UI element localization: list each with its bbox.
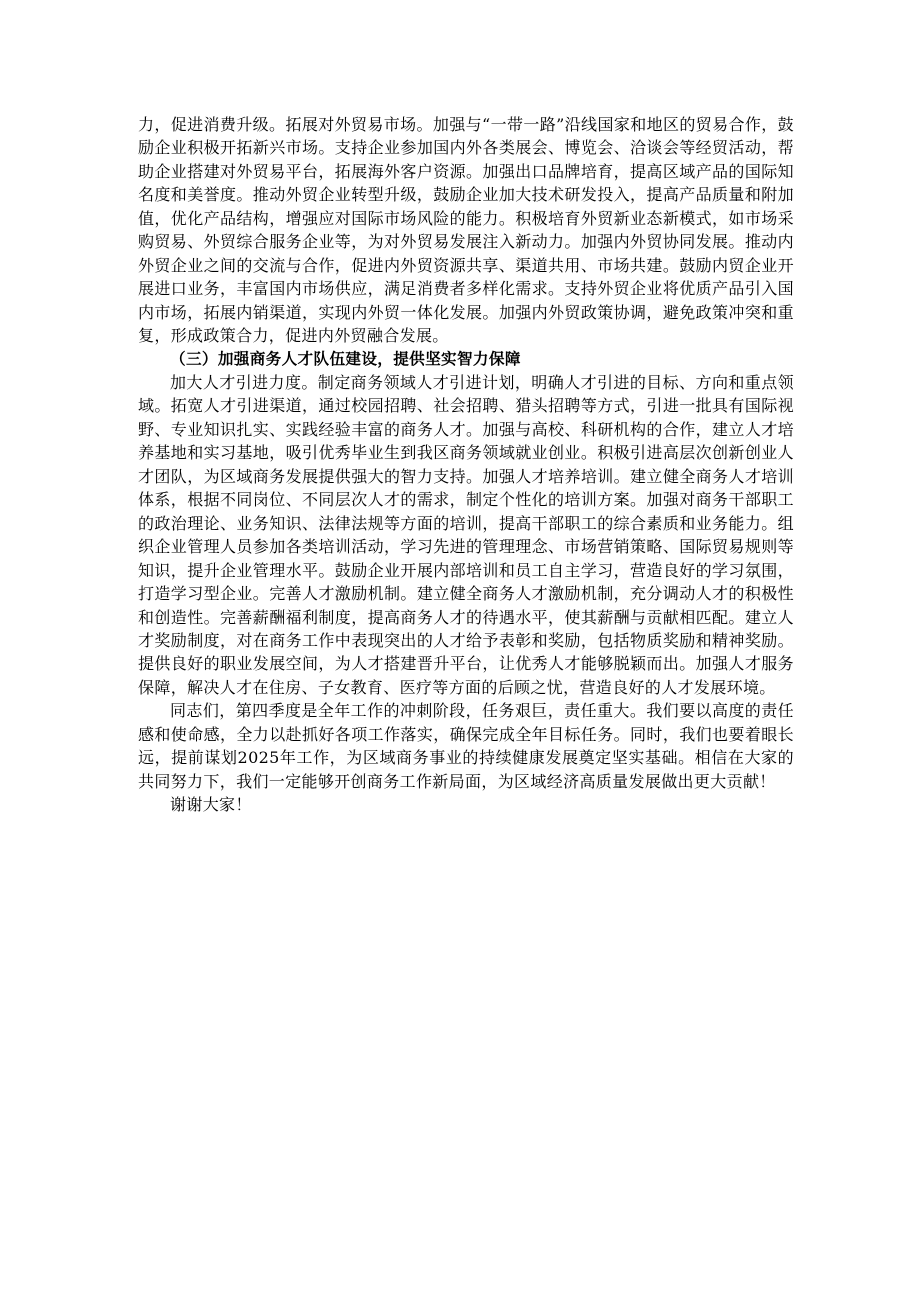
section-heading-talent: （三）加强商务人才队伍建设，提供坚实智力保障 [170, 349, 521, 368]
paragraph-thanks: 谢谢大家！ [170, 795, 252, 815]
paragraph-closing-remarks: 同志们，第四季度是全年工作的冲刺阶段，任务艰巨，责任重大。我们要以高度的责任感和使命感，全力以赴抓好各项工作落实，确保完成全年目标任务。同时，我们也要着眼长远，提前谋划2025年工作，为区域商务事业的持续健康发展奠定坚实基础。相信在大家的共同努力下，我们一定能够开创商务工作新局面，为区域经济高质量发展做出更大贡献！ [138, 701, 794, 791]
paragraph-trade-markets: 力，促进消费升级。拓展对外贸易市场。加强与“一带一路”沿线国家和地区的贸易合作，鼓励企业积极开拓新兴市场。支持企业参加国内外各类展会、博览会、洽谈会等经贸活动，帮助企业搭建对外贸易平台，拓展海外客户资源。加强出口品牌培育，提高区域产品的国际知名度和美誉度。推动外贸企业转型升级，鼓励企业加大技术研发投入，提高产品质量和附加值，优化产品结构，增强应对国际市场风险的能力。积极培育外贸新业态新模式，如市场采购贸易、外贸综合服务企业等，为对外贸易发展注入新动力。加强内外贸协同发展。推动内外贸企业之间的交流与合作，促进内外贸资源共享、渠道共用、市场共建。鼓励内贸企业开展进口业务，丰富国内市场供应，满足消费者多样化需求。支持外贸企业将优质产品引入国内市场，拓展内销渠道，实现内外贸一体化发展。加强内外贸政策协调，避免政策冲突和重复，形成政策合力，促进内外贸融合发展。 [138, 115, 794, 346]
paragraph-talent-building: 加大人才引进力度。制定商务领域人才引进计划，明确人才引进的目标、方向和重点领域。拓宽人才引进渠道，通过校园招聘、社会招聘、猎头招聘等方式，引进一批具有国际视野、专业知识扎实、实践经验丰富的商务人才。加强与高校、科研机构的合作，建立人才培养基地和实习基地，吸引优秀毕业生到我区商务领域就业创业。积极引进高层次创新创业人才团队，为区域商务发展提供强大的智力支持。加强人才培养培训。建立健全商务人才培训体系，根据不同岗位、不同层次人才的需求，制定个性化的培训方案。加强对商务干部职工的政治理论、业务知识、法律法规等方面的培训，提高干部职工的综合素质和业务能力。组织企业管理人员参加各类培训活动，学习先进的管理理念、市场营销策略、国际贸易规则等知识，提升企业管理水平。鼓励企业开展内部培训和员工自主学习，营造良好的学习氛围，打造学习型企业。完善人才激励机制。建立健全商务人才激励机制，充分调动人才的积极性和创造性。完善薪酬福利制度，提高商务人才的待遇水平，使其薪酬与贡献相匹配。建立人才奖励制度，对在商务工作中表现突出的人才给予表彰和奖励，包括物质奖励和精神奖励。提供良好的职业发展空间，为人才搭建晋升平台，让优秀人才能够脱颖而出。加强人才服务保障，解决人才在住房、子女教育、医疗等方面的后顾之忧，营造良好的人才发展环境。 [138, 372, 794, 697]
document-page [138, 113, 794, 817]
